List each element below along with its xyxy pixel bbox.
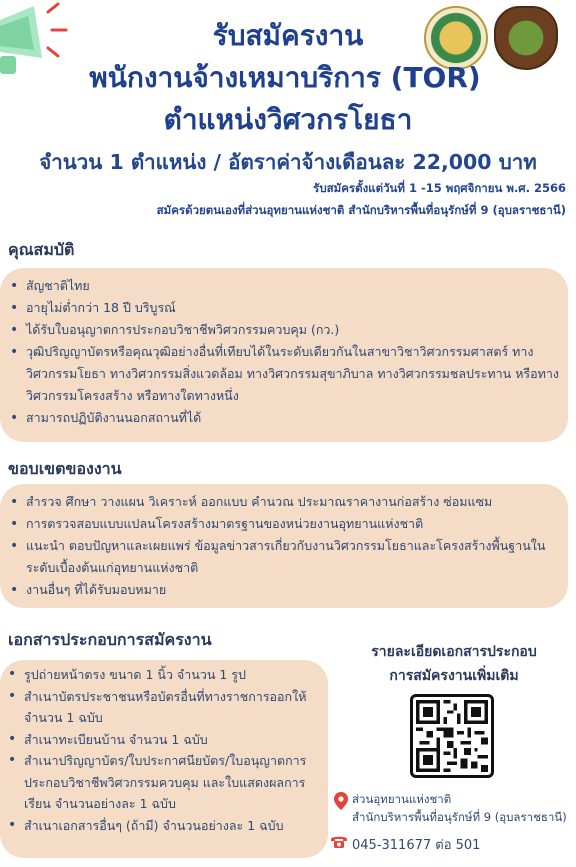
qualifications-heading: คุณสมบัติ [8,240,75,259]
scope-heading: ขอบเขตของงาน [8,459,122,478]
address-line1: ส่วนอุทยานแห่งชาติ [352,792,452,806]
list-item: • การตรวจสอบแบบแปลนโครงสร้างมาตรฐานของหน่วยงานอุทยานแห่งชาติ [8,513,560,535]
list-item: • อายุไม่ต่ำกว่า 18 ปี บริบูรณ์ [8,297,560,319]
qr-code-icon[interactable] [410,694,494,778]
phone-icon [330,835,348,849]
title-recruitment: รับสมัครงาน [212,19,364,52]
title-position-type: พนักงานจ้างเหมาบริการ (TOR) [89,61,481,94]
documents-card [0,660,328,858]
location-pin-icon [334,792,348,810]
more-info-title-line1: รายละเอียดเอกสารประกอบ [371,644,537,660]
list-item: • วุฒิปริญญาบัตรหรือคุณวุฒิอย่างอื่นที่เทียบได้ในระดับเดียวกันในสาขาวิชาวิศวกรรมศาสตร์ ทางวิศวกรรมโยธา ทางวิศวกรรมสิ่งแวดล้อม ทางวิศวกรรมสุขาภิบาล ทางวิศวกรรมชลประทาน หรือทางวิศวกรรมโครงสร้าง หรือทางใดทางหนึ่ง [8,341,560,407]
apply-location: สมัครด้วยตนเองที่ส่วนอุทยานแห่งชาติ สำนักบริหารพื้นที่อนุรักษ์ที่ 9 (อุบลราชธานี) [156,203,566,217]
list-item: • ได้รับใบอนุญาตการประกอบวิชาชีพวิศวกรรมควบคุม (กว.) [8,319,560,341]
qualifications-list [8,275,560,429]
list-item: • สำเนาทะเบียนบ้าน จำนวน 1 ฉบับ [6,729,324,751]
scope-card [0,484,568,608]
list-item: • งานอื่นๆ ที่ได้รับมอบหมาย [8,579,560,601]
more-info-title-line2: การสมัครงานเพิ่มเติม [389,668,519,684]
list-item: • สามารถปฏิบัติงานนอกสถานที่ได้ [8,407,560,429]
documents-list [6,664,324,836]
list-item: • สัญชาติไทย [8,275,560,297]
apply-period: รับสมัครตั้งแต่วันที่ 1 -15 พฤศจิกายน พ.ศ. 2566 [313,181,566,195]
list-item: • สำเนาเอกสารอื่นๆ (ถ้ามี) จำนวนอย่างละ 1 ฉบับ [6,815,324,837]
phone-number[interactable]: 045-311677 ต่อ 501 [352,838,481,853]
title-position-name: ตำแหน่งวิศวกรโยธา [163,103,413,136]
qualifications-card [0,268,568,442]
address-line2: สำนักบริหารพื้นที่อนุรักษ์ที่ 9 (อุบลราชธานี) [352,810,567,824]
list-item: • แนะนำ ตอบปัญหาและเผยแพร่ ข้อมูลข่าวสารเกี่ยวกับงานวิศวกรรมโยธาและโครงสร้างพื้นฐานในระดับเบื้องต้นแก่อุทยานแห่งชาติ [8,535,560,579]
list-item: • สำรวจ ศึกษา วางแผน วิเคราะห์ ออกแบบ คำนวณ ประมาณราคางานก่อสร้าง ซ่อมแซม [8,491,560,513]
more-info-title [338,640,570,688]
documents-heading: เอกสารประกอบการสมัครงาน [8,630,212,649]
list-item: • รูปถ่ายหน้าตรง ขนาด 1 นิ้ว จำนวน 1 รูป [6,664,324,686]
address [352,790,567,826]
title-quota-salary: จำนวน 1 ตำแหน่ง / อัตราค่าจ้างเดือนละ 22,000 บาท [39,150,537,174]
list-item: • สำเนาปริญญาบัตร/ใบประกาศนียบัตร/ใบอนุญาตการประกอบวิชาชีพวิศวกรรมควบคุม และใบแสดงผลการเรียน จำนวนอย่างละ 1 ฉบับ [6,750,324,815]
list-item: • สำเนาบัตรประชาชนหรือบัตรอื่นที่ทางราชการออกให้ จำนวน 1 ฉบับ [6,686,324,729]
scope-list [8,491,560,601]
